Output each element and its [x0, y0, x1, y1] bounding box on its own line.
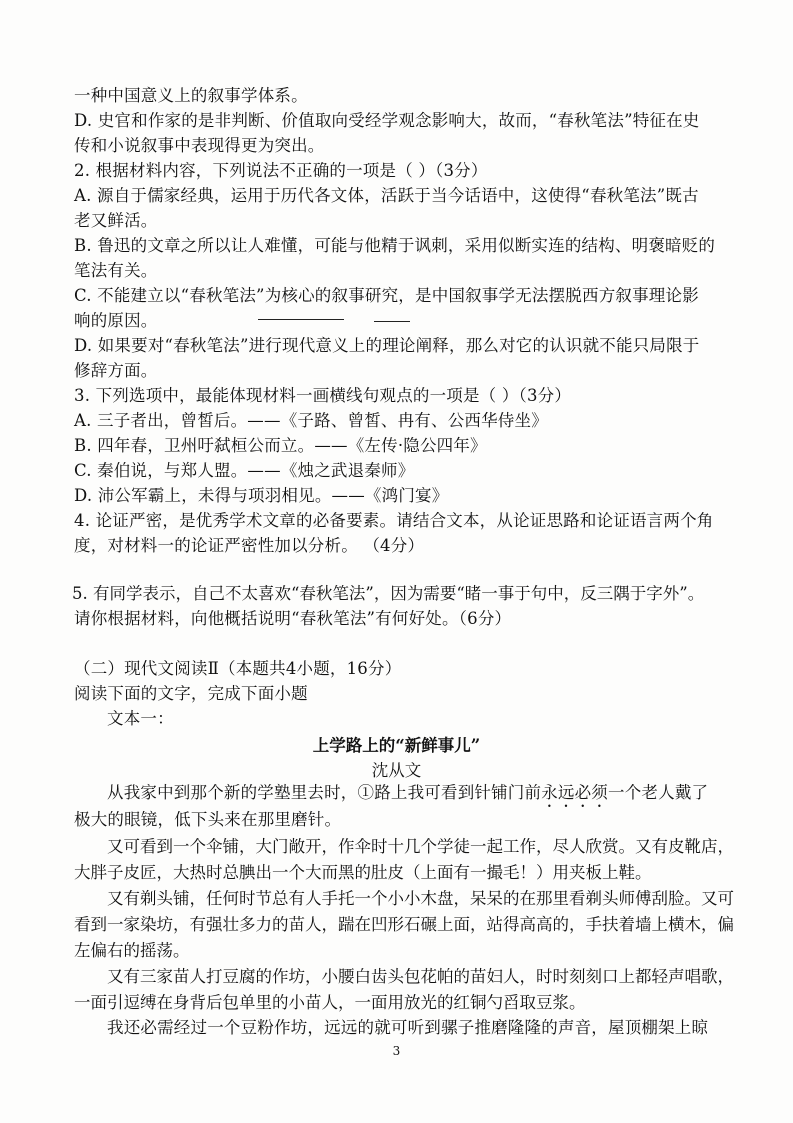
- article-author: 沈从文: [371, 761, 422, 780]
- section-heading: （二）现代文阅读Ⅱ（本题共4小题，16分）: [74, 659, 402, 678]
- q2-option-d-line1: D. 如果要对“春秋笔法”进行现代意义上的理论阐释，那么对它的认识就不能只局限于: [74, 336, 700, 355]
- article-paragraph-4: 又有三家苗人打豆腐的作坊，小腰白齿头包花帕的苗妇人，时时刻刻口上都轻声唱歌，一面引逗缚在身背后包单里的小苗人，一面用放光的红铜勺舀取豆浆。: [74, 967, 734, 1012]
- article-paragraph-1: [107, 781, 733, 811]
- article-paragraph-2: 又可看到一个伞铺，大门敞开，作伞时十几个学徒一起工作，尽人欣赏。又有皮靴店，大胖子皮匠，大热时总腆出一个大而黑的肚皮（上面有一撮毛！）用夹板上鞋。: [74, 837, 734, 882]
- question-5-line1: 5. 有同学表示，自己不太喜欢“春秋笔法”，因为需要“睹一事于句中，反三隅于字外”。: [72, 584, 705, 603]
- option-d-line2: 传和小说叙事中表现得更为突出。: [74, 136, 325, 155]
- pen-mark: [374, 321, 410, 322]
- instruction: 阅读下面的文字，完成下面小题: [74, 684, 308, 703]
- text-one-label: 文本一：: [107, 709, 174, 728]
- article-paragraph-1-cont: 极大的眼镜，低下头来在那里磨针。: [74, 810, 342, 829]
- q2-option-d-line2: 修辞方面。: [74, 361, 158, 380]
- q2-option-a-line1: A. 源自于儒家经典，运用于历代各文体，活跃于当今话语中，这使得“春秋笔法”既古: [74, 186, 699, 205]
- q3-option-a: A. 三子者出，曾皙后。——《子路、曾皙、冉有、公西华侍坐》: [74, 411, 548, 430]
- article-paragraph-3: 又有剃头铺，任何时节总有人手托一个小小木盘，呆呆的在那里看剃头师傅刮脸。又可看到一家染坊，有强壮多力的苗人，踹在凹形石碾上面，站得高高的，手扶着墙上横木，偏左偏右的摇荡。: [74, 889, 734, 960]
- text-line: 一种中国意义上的叙事学体系。: [74, 86, 308, 105]
- q2-option-b-line2: 笔法有关。: [74, 261, 158, 280]
- q3-option-b: B. 四年春，卫州吁弑桓公而立。——《左传·隐公四年》: [74, 436, 487, 455]
- article-paragraph-5: 我还必需经过一个豆粉作坊，远远的就可听到骡子推磨隆隆的声音，屋顶棚架上晾: [107, 1018, 709, 1037]
- pen-mark: [258, 319, 344, 320]
- q2-option-c-line1: C. 不能建立以“春秋笔法”为核心的叙事研究，是中国叙事学无法摆脱西方叙事理论影: [74, 286, 699, 305]
- question-4-line2: 度，对材料一的论证严密性加以分析。 （4分）: [74, 536, 425, 555]
- question-5-line2: 请你根据材料，向他概括说明“春秋笔法”有何好处。（6分）: [74, 609, 512, 628]
- question-2: 2. 根据材料内容，下列说法不正确的一项是（ ）（3分）: [74, 161, 488, 180]
- q2-option-a-line2: 老又鲜活。: [74, 211, 158, 230]
- option-d-line1: D. 史官和作家的是非判断、价值取向受经学观念影响大，故而，“春秋笔法”特征在史: [74, 111, 700, 130]
- q3-option-c: C. 秦伯说，与郑人盟。——《烛之武退秦师》: [74, 461, 415, 480]
- emphasis-dots-text: 永远必须: [541, 783, 609, 802]
- question-3: 3. 下列选项中，最能体现材料一画横线句观点的一项是（ ）（3分）: [74, 386, 572, 405]
- page-number: 3: [392, 1044, 401, 1058]
- q2-option-c-line2: 响的原因。: [74, 311, 158, 330]
- paragraph-text: 一个老人戴了: [608, 783, 709, 802]
- q3-option-d: D. 沛公军霸上，未得与项羽相见。——《鸿门宴》: [74, 486, 449, 505]
- question-4-line1: 4. 论证严密，是优秀学术文章的必备要素。请结合文本，从论证思路和论证语言两个角: [74, 511, 714, 530]
- article-title: 上学路上的“新鲜事儿”: [312, 736, 481, 755]
- q2-option-b-line1: B. 鲁迅的文章之所以让人难懂，可能与他精于讽刺，采用似断实连的结构、明褒暗贬的: [74, 236, 716, 255]
- paragraph-text: 从我家中到那个新的学塾里去时，①路上我可看到针铺门前: [107, 783, 542, 802]
